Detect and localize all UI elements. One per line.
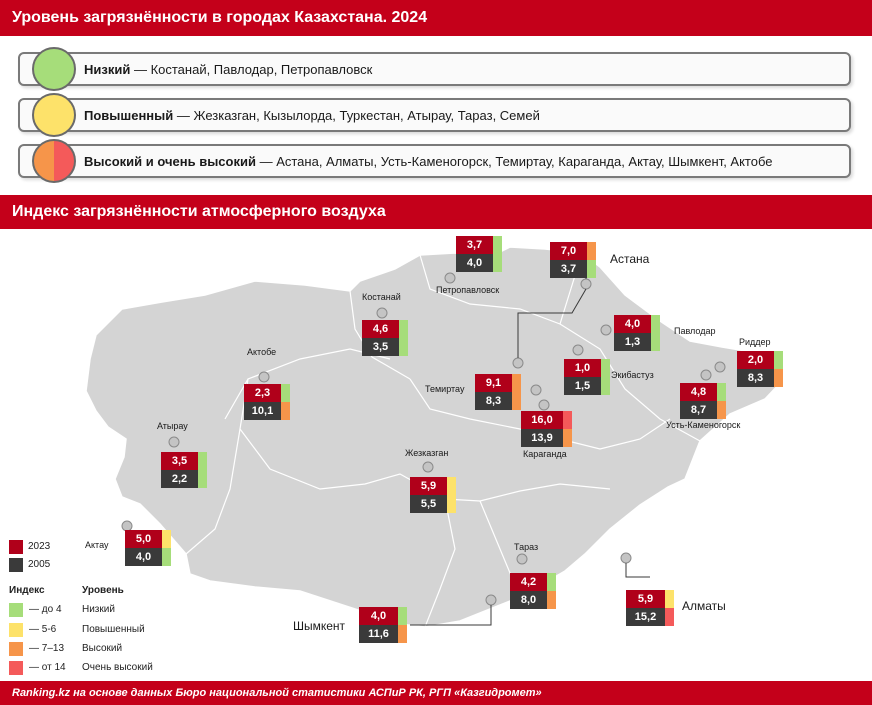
level-text-high: Высокий и очень высокий — Астана, Алматы, Усть-Каменогорск, Темиртау, Караганда, Актау, Шымкент, Актобе (84, 153, 773, 169)
value-2005: 2,2 (161, 470, 198, 488)
legend-level-very-high: Очень высокий (82, 662, 153, 673)
city-label-ust-kamenogorsk: Усть-Каменогорск (666, 420, 741, 430)
value-2023: 3,5 (161, 452, 198, 470)
value-2023: 5,9 (410, 477, 447, 495)
legend-2023-label: 2023 (28, 541, 51, 552)
city-plate-ridder (737, 351, 783, 387)
city-label-aktau: Актау (85, 540, 109, 550)
value-2023: 4,0 (359, 607, 398, 625)
high-level-icon (32, 139, 76, 183)
city-plate-shymkent (359, 607, 407, 643)
value-2023: 2,0 (737, 351, 774, 369)
level-swatch-2005 (665, 608, 674, 626)
legend-level-elevated: Повышенный (82, 624, 145, 635)
legend-level-high: Высокий (82, 643, 123, 654)
level-swatch-2023 (547, 573, 556, 591)
legend-2005-swatch (9, 558, 23, 572)
legend-range-very-high: — от 14 (29, 662, 66, 673)
city-plate-ekibastuz (564, 359, 610, 395)
level-swatch-2005 (774, 369, 783, 387)
city-plate-aktobe (244, 384, 290, 420)
city-label-kostanay: Костанай (362, 292, 401, 302)
level-swatch-2005 (493, 254, 502, 272)
value-2023: 4,6 (362, 320, 399, 338)
level-swatch-2005 (447, 495, 456, 513)
value-2023: 16,0 (521, 411, 563, 429)
city-label-astana: Астана (610, 252, 650, 266)
level-swatch-2005 (281, 402, 290, 420)
legend-range-high: — 7–13 (29, 643, 65, 654)
legend-range-elevated: — 5-6 (29, 624, 57, 635)
level-swatch-2005 (399, 338, 408, 356)
city-label-aktobe: Актобе (247, 347, 277, 357)
elevated-level-icon (32, 93, 76, 137)
level-swatch-2005 (717, 401, 726, 419)
legend-high-swatch (9, 642, 23, 656)
city-label-ridder: Риддер (739, 337, 771, 347)
city-plate-petropavlovsk (456, 236, 502, 272)
city-plate-taraz (510, 573, 556, 609)
city-label-almaty: Алматы (682, 599, 726, 613)
city-label-temirtau: Темиртау (425, 384, 465, 394)
section-title: Индекс загрязнённости атмосферного воздуха (12, 203, 386, 220)
value-2023: 5,0 (125, 530, 162, 548)
level-row-high (18, 144, 851, 178)
city-label-pavlodar: Павлодар (674, 326, 716, 336)
city-plate-zhezkazgan (410, 477, 456, 513)
value-2005: 4,0 (456, 254, 493, 272)
city-plate-almaty (626, 590, 674, 626)
level-swatch-2023 (512, 374, 521, 392)
legend-very-high-swatch (9, 661, 23, 675)
source-note: Ranking.kz на основе данных Бюро национальной статистики АСПиР РК, РГП «Казгидромет» (12, 687, 542, 699)
level-swatch-2023 (563, 411, 572, 429)
value-2023: 4,8 (680, 383, 717, 401)
value-2005: 3,5 (362, 338, 399, 356)
level-row-elevated (18, 98, 851, 132)
value-2023: 7,0 (550, 242, 587, 260)
legend-2005-label: 2005 (28, 559, 51, 570)
value-2005: 8,0 (510, 591, 547, 609)
value-2005: 4,0 (125, 548, 162, 566)
legend-level-header: Уровень (82, 585, 124, 596)
section-bar (0, 195, 872, 229)
value-2005: 5,5 (410, 495, 447, 513)
level-text-elevated: Повышенный — Жезказган, Кызылорда, Туркестан, Атырау, Тараз, Семей (84, 107, 540, 123)
footer-bar (0, 681, 872, 705)
value-2005: 8,3 (475, 392, 512, 410)
legend-range-low: — до 4 (29, 604, 62, 615)
city-plate-karaganda (521, 411, 573, 447)
value-2005: 1,5 (564, 377, 601, 395)
value-2023: 9,1 (475, 374, 512, 392)
city-label-shymkent: Шымкент (293, 619, 346, 633)
legend-level-low: Низкий (82, 604, 115, 615)
value-2023: 3,7 (456, 236, 493, 254)
city-plate-atyrau (161, 452, 207, 488)
level-swatch-2023 (774, 351, 783, 369)
city-label-petropavlovsk: Петропавловск (436, 285, 500, 295)
level-swatch-2023 (493, 236, 502, 254)
value-2023: 1,0 (564, 359, 601, 377)
legend-low-swatch (9, 603, 23, 617)
value-2023: 4,2 (510, 573, 547, 591)
value-2005: 8,3 (737, 369, 774, 387)
level-swatch-2005 (198, 470, 207, 488)
city-plate-pavlodar (614, 315, 660, 351)
level-text-low: Низкий — Костанай, Павлодар, Петропавловск (84, 61, 373, 77)
level-swatch-2023 (651, 315, 660, 333)
value-2023: 5,9 (626, 590, 665, 608)
city-label-taraz: Тараз (514, 542, 539, 552)
level-swatch-2005 (512, 392, 521, 410)
city-label-atyrau: Атырау (157, 421, 188, 431)
city-plate-temirtau (475, 374, 521, 410)
country-shape (86, 247, 782, 627)
legend-index-header: Индекс (9, 585, 45, 596)
value-2005: 3,7 (550, 260, 587, 278)
level-swatch-2005 (162, 548, 171, 566)
level-swatch-2023 (587, 242, 596, 260)
level-swatch-2023 (281, 384, 290, 402)
level-swatch-2023 (665, 590, 674, 608)
level-swatch-2005 (563, 429, 572, 447)
value-2023: 4,0 (614, 315, 651, 333)
value-2005: 13,9 (521, 429, 563, 447)
level-swatch-2023 (717, 383, 726, 401)
value-2005: 1,3 (614, 333, 651, 351)
low-level-icon (32, 47, 76, 91)
level-swatch-2005 (547, 591, 556, 609)
city-plate-kostanay (362, 320, 408, 356)
value-2005: 15,2 (626, 608, 665, 626)
header-bar (0, 0, 872, 36)
level-swatch-2005 (601, 377, 610, 395)
city-plate-ust-kamenogorsk (680, 383, 726, 419)
level-swatch-2023 (447, 477, 456, 495)
level-swatch-2023 (601, 359, 610, 377)
level-swatch-2005 (398, 625, 407, 643)
city-label-zhezkazgan: Жезказган (405, 448, 449, 458)
level-swatch-2023 (398, 607, 407, 625)
value-2005: 10,1 (244, 402, 281, 420)
city-label-karaganda: Караганда (523, 449, 567, 459)
value-2005: 11,6 (359, 625, 398, 643)
city-plate-aktau (125, 530, 171, 566)
level-row-low (18, 52, 851, 86)
level-swatch-2023 (198, 452, 207, 470)
page-title: Уровень загрязнённости в городах Казахстана. 2024 (12, 9, 428, 26)
value-2023: 2,3 (244, 384, 281, 402)
legend-elevated-swatch (9, 623, 23, 637)
city-label-ekibastuz: Экибастуз (611, 370, 654, 380)
level-swatch-2023 (399, 320, 408, 338)
level-swatch-2005 (587, 260, 596, 278)
city-plate-astana (550, 242, 596, 278)
value-2005: 8,7 (680, 401, 717, 419)
level-swatch-2005 (651, 333, 660, 351)
level-swatch-2023 (162, 530, 171, 548)
legend-2023-swatch (9, 540, 23, 554)
